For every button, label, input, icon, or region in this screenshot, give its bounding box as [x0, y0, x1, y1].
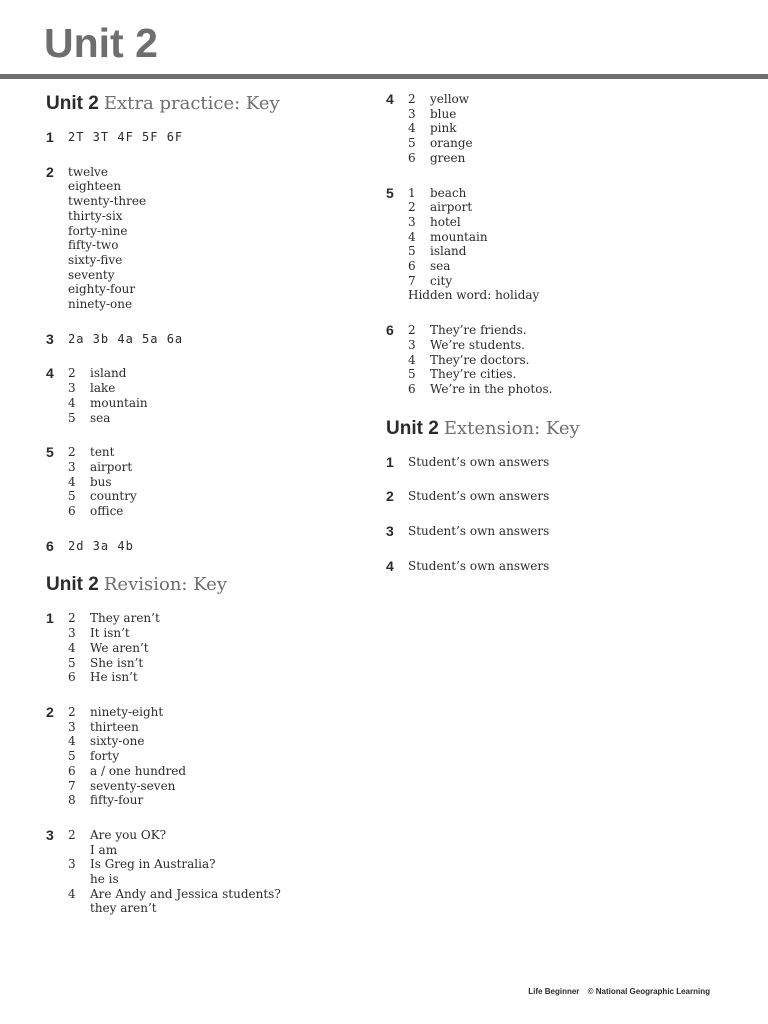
answer-item — [408, 215, 746, 230]
exercise-number: 1 — [386, 453, 394, 470]
exercise-answer — [386, 186, 746, 304]
answer-item — [408, 338, 746, 353]
item-text: seventy-seven — [90, 778, 176, 793]
item-number: 4 — [68, 395, 76, 410]
item-text: yellow — [430, 92, 470, 106]
answer-item — [68, 475, 366, 490]
exercise-number: 2 — [46, 163, 54, 180]
answer-item — [408, 367, 746, 382]
section-title-name: Revision: Key — [103, 574, 228, 596]
answer-item — [408, 274, 746, 289]
answer-item — [408, 259, 746, 274]
exercise-answer — [386, 323, 746, 397]
item-text: thirteen — [90, 719, 139, 734]
answer-item — [408, 353, 746, 368]
answer-item — [68, 396, 366, 411]
item-number: 2 — [68, 366, 76, 381]
exercise-answer — [46, 611, 366, 685]
item-number: 3 — [68, 719, 76, 734]
item-number: 6 — [408, 150, 416, 165]
answer-item — [408, 136, 746, 151]
answer-item — [68, 411, 366, 426]
answer-item — [68, 828, 366, 843]
key-section — [46, 573, 366, 916]
item-text: sea — [430, 259, 451, 274]
answer-item — [408, 230, 746, 245]
footer-copyright: © National Geographic Learning — [587, 987, 710, 996]
answer-item — [68, 857, 366, 872]
answer-line: eighteen — [68, 179, 122, 194]
answer-item — [68, 656, 366, 671]
item-number: 5 — [408, 244, 416, 259]
item-text: blue — [430, 106, 457, 121]
exercise-answer — [386, 92, 746, 166]
item-number: 2 — [408, 323, 416, 338]
key-section — [386, 92, 746, 397]
item-number: 6 — [408, 259, 416, 274]
item-text: It isn’t — [90, 626, 130, 641]
page-title: Unit 2 — [44, 20, 158, 66]
item-number: 4 — [68, 474, 76, 489]
item-text: bus — [90, 474, 112, 489]
item-subanswer: he is — [90, 872, 119, 887]
answer-line: Student’s own answers — [408, 489, 550, 504]
answer-item — [68, 734, 366, 749]
answer-line: eighty-four — [68, 282, 136, 297]
item-text: lake — [90, 381, 116, 396]
item-number: 5 — [68, 655, 76, 670]
item-subanswer: they aren’t — [90, 901, 157, 916]
item-number: 3 — [68, 857, 76, 872]
item-text: We aren’t — [90, 640, 149, 655]
item-number: 4 — [408, 121, 416, 136]
item-text: forty — [90, 749, 120, 764]
item-number: 3 — [408, 337, 416, 352]
answer-item — [408, 151, 746, 166]
item-text: Is Greg in Australia? — [90, 857, 216, 872]
item-text: mountain — [90, 395, 148, 410]
answer-item — [68, 626, 366, 641]
answer-item — [68, 641, 366, 656]
section-title-unit: Unit 2 — [46, 93, 99, 114]
exercise-number: 1 — [46, 129, 54, 145]
item-text: sixty-one — [90, 734, 145, 749]
answer-item — [408, 107, 746, 122]
item-number: 3 — [68, 381, 76, 396]
exercise-number: 5 — [386, 184, 394, 201]
exercise-answer — [386, 455, 746, 470]
item-text: office — [90, 504, 124, 519]
item-text: hotel — [430, 214, 461, 229]
item-number: 4 — [408, 352, 416, 367]
answer-item — [68, 460, 366, 475]
answer-item — [408, 382, 746, 397]
exercise-answer — [386, 524, 746, 539]
answer-item — [68, 705, 366, 720]
answer-note: Hidden word: holiday — [408, 288, 540, 303]
item-text: orange — [430, 136, 473, 151]
section-title — [46, 573, 366, 597]
section-title — [46, 92, 366, 116]
item-text: country — [90, 489, 137, 504]
item-number: 3 — [408, 214, 416, 229]
answer-item — [68, 887, 366, 902]
answer-item — [68, 749, 366, 764]
exercise-number: 3 — [386, 523, 394, 540]
item-text: green — [430, 150, 466, 165]
answer-item — [68, 720, 366, 735]
item-text: fifty-four — [90, 793, 144, 808]
answer-item — [68, 366, 366, 381]
item-text: island — [430, 244, 467, 259]
answer-line: 2a 3b 4a 5a 6a — [68, 331, 184, 346]
item-number: 6 — [68, 670, 76, 685]
item-text: city — [430, 273, 453, 288]
answer-line: seventy — [68, 267, 115, 282]
item-number: 5 — [68, 489, 76, 504]
item-text: beach — [430, 185, 467, 200]
item-text: They aren’t — [90, 611, 160, 626]
item-text: They’re cities. — [430, 367, 517, 382]
answer-line: ninety-one — [68, 297, 133, 312]
answer-line: sixty-five — [68, 252, 123, 267]
item-number: 2 — [408, 200, 416, 215]
item-number: 5 — [408, 136, 416, 151]
answer-line: Student’s own answers — [408, 558, 550, 573]
answer-item — [68, 381, 366, 396]
answer-line: 2T 3T 4F 5F 6F — [68, 130, 184, 144]
item-number: 2 — [68, 611, 76, 626]
section-title-name: Extension: Key — [443, 417, 580, 439]
answer-line: Student’s own answers — [408, 524, 550, 539]
item-text: island — [90, 366, 127, 381]
item-text: She isn’t — [90, 655, 144, 670]
exercise-answer — [46, 705, 366, 808]
left-column — [46, 92, 366, 936]
item-number: 8 — [68, 793, 76, 808]
exercise-number: 4 — [386, 557, 394, 574]
item-text: They’re doctors. — [430, 352, 530, 367]
exercise-number: 5 — [46, 444, 54, 461]
item-text: mountain — [430, 229, 488, 244]
exercise-number: 4 — [386, 91, 394, 107]
item-text: airport — [430, 200, 473, 215]
answer-item — [408, 186, 746, 201]
key-section — [46, 92, 366, 553]
item-text: We’re in the photos. — [430, 381, 553, 396]
exercise-answer — [46, 445, 366, 519]
answer-item — [408, 92, 746, 107]
footer-brand: Life Beginner — [528, 987, 580, 996]
answer-line: thirty-six — [68, 208, 123, 223]
item-text: a / one hundred — [90, 763, 187, 778]
answer-item — [68, 779, 366, 794]
item-number: 5 — [68, 410, 76, 425]
item-text: Are Andy and Jessica students? — [90, 886, 281, 901]
item-number: 4 — [68, 640, 76, 655]
section-title-name: Extra practice: Key — [103, 93, 280, 114]
exercise-number: 4 — [46, 365, 54, 382]
exercise-number: 3 — [46, 826, 54, 843]
item-subanswer: I am — [90, 842, 118, 857]
item-number: 2 — [68, 704, 76, 719]
item-number: 2 — [408, 92, 416, 106]
exercise-number: 6 — [46, 537, 54, 554]
item-number: 6 — [68, 504, 76, 519]
key-section — [386, 417, 746, 574]
item-text: He isn’t — [90, 670, 138, 685]
item-number: 6 — [408, 381, 416, 396]
answer-line: forty-nine — [68, 223, 128, 238]
answer-line: twelve — [68, 164, 108, 179]
answer-line: fifty-two — [68, 238, 119, 253]
exercise-answer — [46, 366, 366, 425]
exercise-answer — [46, 130, 366, 145]
answer-item — [408, 121, 746, 136]
item-text: sea — [90, 410, 111, 425]
item-text: They’re friends. — [430, 323, 527, 338]
section-title — [386, 417, 746, 441]
item-number: 3 — [68, 459, 76, 474]
item-number: 5 — [408, 367, 416, 382]
answer-line: 2d 3a 4b — [68, 538, 134, 553]
section-title-unit: Unit 2 — [46, 574, 99, 596]
exercise-answer — [46, 165, 366, 312]
exercise-number: 2 — [46, 703, 54, 720]
item-text: airport — [90, 459, 133, 474]
exercise-number: 3 — [46, 330, 54, 347]
item-number: 1 — [408, 185, 416, 200]
exercise-number: 2 — [386, 488, 394, 505]
exercise-number: 1 — [46, 610, 54, 627]
item-number: 3 — [68, 626, 76, 641]
answer-item — [408, 200, 746, 215]
item-text: tent — [90, 445, 115, 460]
answer-item — [408, 323, 746, 338]
item-text: Are you OK? — [90, 827, 167, 842]
answer-item — [68, 670, 366, 685]
item-text: pink — [430, 121, 457, 136]
answer-item — [68, 764, 366, 779]
right-column — [386, 92, 746, 593]
exercise-answer — [386, 489, 746, 504]
item-number: 5 — [68, 749, 76, 764]
answer-item — [68, 793, 366, 808]
section-title-unit: Unit 2 — [386, 417, 439, 439]
item-number: 4 — [68, 886, 76, 901]
exercise-answer — [46, 828, 366, 916]
answer-line: twenty-three — [68, 194, 147, 209]
header-divider — [0, 74, 768, 79]
item-number: 6 — [68, 763, 76, 778]
answer-item — [68, 611, 366, 626]
exercise-answer — [46, 332, 366, 347]
item-number: 4 — [408, 229, 416, 244]
item-number: 7 — [68, 778, 76, 793]
page-footer — [528, 987, 710, 996]
item-text: We’re students. — [430, 337, 525, 352]
answer-line: Student’s own answers — [408, 454, 550, 469]
item-number: 3 — [408, 106, 416, 121]
item-number: 2 — [68, 445, 76, 460]
item-number: 7 — [408, 273, 416, 288]
answer-item — [408, 244, 746, 259]
item-number: 4 — [68, 734, 76, 749]
exercise-answer — [386, 559, 746, 574]
item-text: ninety-eight — [90, 704, 164, 719]
answer-item — [68, 489, 366, 504]
exercise-number: 6 — [386, 322, 394, 339]
exercise-answer — [46, 539, 366, 554]
answer-item — [68, 445, 366, 460]
answer-item — [68, 504, 366, 519]
item-number: 2 — [68, 827, 76, 842]
